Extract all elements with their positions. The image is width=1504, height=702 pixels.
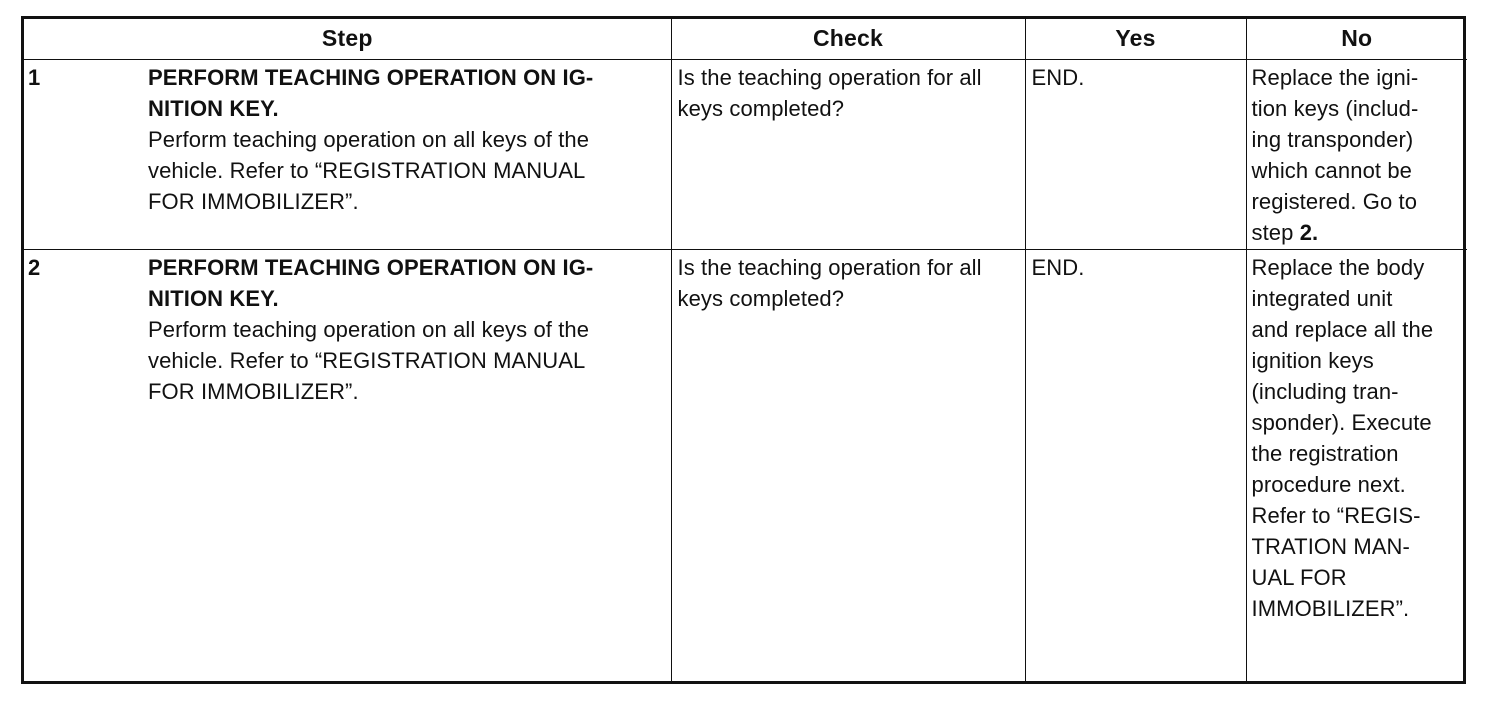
check-line: Is the teaching operation for all	[677, 64, 982, 90]
no-line: Refer to “REGIS-	[1251, 502, 1421, 528]
table-row	[24, 249, 1467, 681]
no-line: sponder). Execute	[1251, 409, 1432, 435]
no-line: ignition keys	[1251, 347, 1374, 373]
no-line: integrated unit	[1251, 285, 1393, 311]
step-cell	[24, 249, 671, 681]
step-description-line: FOR IMMOBILIZER”.	[148, 378, 359, 404]
no-line: UAL FOR	[1251, 564, 1347, 590]
step-reference-prefix: step	[1251, 219, 1300, 245]
no-cell	[1246, 249, 1467, 681]
no-line-step-reference	[1252, 217, 1464, 248]
no-line: Replace the body	[1251, 254, 1425, 280]
check-cell	[671, 249, 1025, 681]
header-no: No	[1246, 19, 1467, 59]
step-title-line: PERFORM TEACHING OPERATION ON IG-	[148, 254, 594, 280]
check-line: keys completed?	[677, 95, 845, 121]
diagnosis-table-frame	[21, 16, 1466, 684]
header-yes: Yes	[1025, 19, 1246, 59]
no-line: the registration	[1251, 440, 1399, 466]
no-line: registered. Go to	[1251, 188, 1418, 214]
yes-cell: END.	[1025, 249, 1246, 681]
diagnosis-table	[24, 19, 1467, 681]
no-line: procedure next.	[1251, 471, 1406, 497]
no-line: (including tran-	[1251, 378, 1399, 404]
step-description-line: vehicle. Refer to “REGISTRATION MANUAL	[148, 157, 586, 183]
no-line: tion keys (includ-	[1251, 95, 1419, 121]
no-line: ing transponder)	[1251, 126, 1414, 152]
step-title-line: NITION KEY.	[148, 95, 279, 121]
step-description-line: Perform teaching operation on all keys of the	[148, 316, 590, 342]
header-check: Check	[671, 19, 1025, 59]
no-line: TRATION MAN-	[1251, 533, 1410, 559]
no-line: IMMOBILIZER”.	[1251, 595, 1410, 621]
no-line: which cannot be	[1251, 157, 1412, 183]
step-description-line: Perform teaching operation on all keys of the	[148, 126, 590, 152]
step-number: 2	[28, 254, 41, 280]
step-number: 1	[28, 64, 41, 90]
step-cell	[24, 59, 671, 249]
step-title-line: PERFORM TEACHING OPERATION ON IG-	[148, 64, 594, 90]
step-description-line: vehicle. Refer to “REGISTRATION MANUAL	[148, 347, 586, 373]
step-reference-link: 2.	[1299, 219, 1319, 245]
table-row	[24, 59, 1467, 249]
header-step: Step	[24, 19, 671, 59]
check-cell	[671, 59, 1025, 249]
no-line: Replace the igni-	[1251, 64, 1419, 90]
step-description-line: FOR IMMOBILIZER”.	[148, 188, 359, 214]
table-header-row	[24, 19, 1467, 59]
no-cell	[1246, 59, 1467, 249]
step-body	[148, 60, 671, 217]
yes-cell: END.	[1025, 59, 1246, 249]
step-body	[148, 250, 671, 407]
check-line: Is the teaching operation for all	[677, 254, 982, 280]
no-line: and replace all the	[1251, 316, 1434, 342]
check-line: keys completed?	[677, 285, 845, 311]
step-title-line: NITION KEY.	[148, 285, 279, 311]
